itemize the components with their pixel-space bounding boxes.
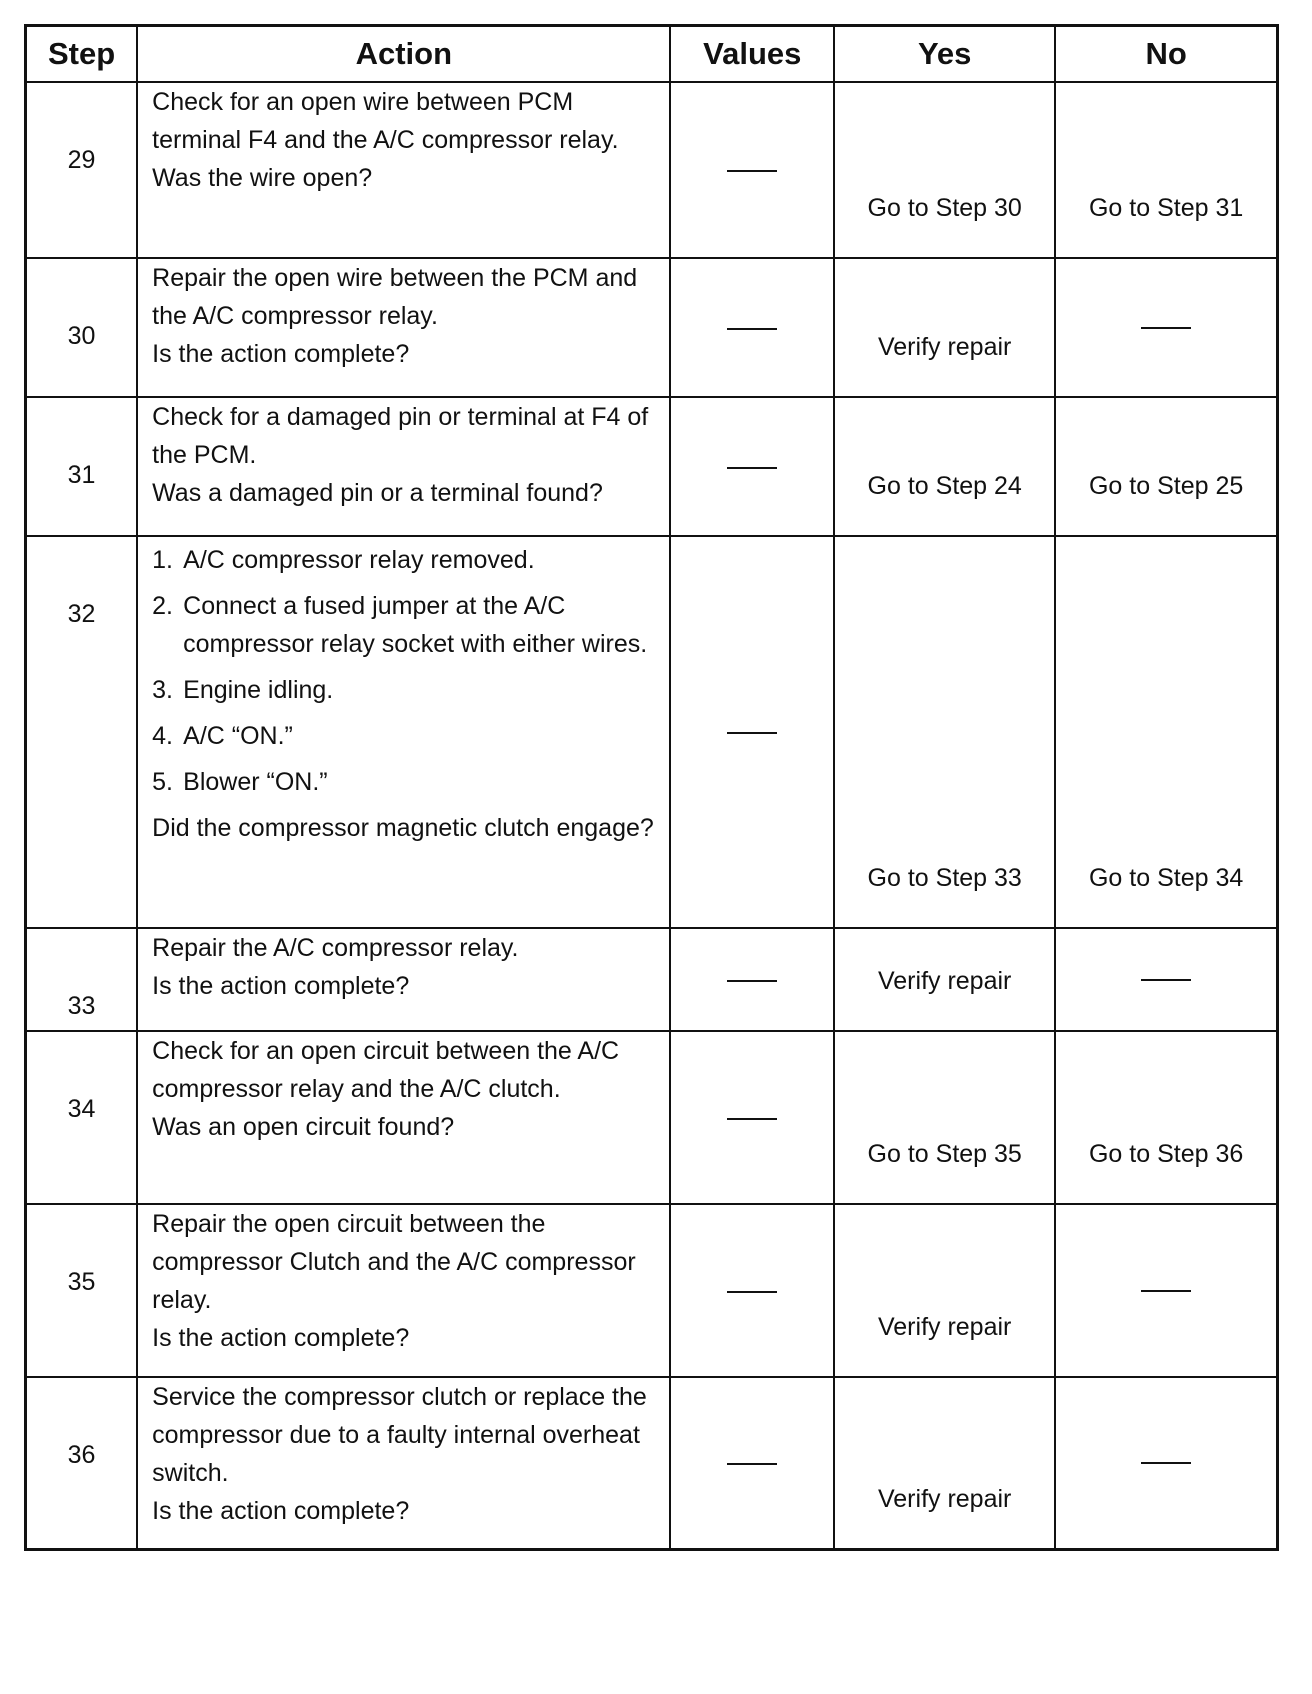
action-text: Repair the open circuit between the compressor Clutch and the A/C compressor relay.	[152, 1210, 636, 1314]
values-cell	[670, 536, 834, 928]
no-cell: Go to Step 25	[1055, 397, 1277, 536]
empty-no-dash	[1141, 327, 1191, 329]
instruction-text: Engine idling.	[183, 676, 334, 704]
action-text: Service the compressor clutch or replace the compressor due to a faulty internal overheat switch.	[152, 1383, 647, 1487]
values-cell	[670, 1377, 834, 1549]
instruction-number: 4.	[152, 722, 173, 750]
no-cell: Go to Step 31	[1055, 82, 1277, 258]
action-text: Check for a damaged pin or terminal at F4 of the PCM.	[152, 403, 649, 469]
no-cell	[1055, 1204, 1277, 1377]
action-cell	[137, 258, 670, 397]
values-cell	[670, 1031, 834, 1204]
instruction-item	[152, 671, 657, 709]
action-question: Did the compressor magnetic clutch engage?	[152, 814, 654, 842]
header-yes: Yes	[834, 26, 1055, 83]
action-text: Is the action complete?	[152, 1497, 410, 1525]
instruction-number: 3.	[152, 676, 173, 704]
yes-cell: Go to Step 35	[834, 1031, 1055, 1204]
no-cell: Go to Step 36	[1055, 1031, 1277, 1204]
action-cell	[137, 928, 670, 1031]
step-number: 36	[26, 1377, 138, 1549]
action-text: Was an open circuit found?	[152, 1113, 455, 1141]
yes-cell: Verify repair	[834, 1204, 1055, 1377]
yes-cell: Verify repair	[834, 258, 1055, 397]
no-cell	[1055, 1377, 1277, 1549]
action-cell	[137, 1031, 670, 1204]
no-cell	[1055, 928, 1277, 1031]
header-row	[26, 26, 1278, 83]
header-values: Values	[670, 26, 834, 83]
yes-cell: Go to Step 33	[834, 536, 1055, 928]
instruction-text: A/C “ON.”	[183, 722, 293, 750]
no-cell: Go to Step 34	[1055, 536, 1277, 928]
values-cell	[670, 258, 834, 397]
table-row	[26, 397, 1278, 536]
step-number: 34	[26, 1031, 138, 1204]
header-no: No	[1055, 26, 1277, 83]
instruction-number: 5.	[152, 768, 173, 796]
empty-value-dash	[727, 467, 777, 469]
action-text: Check for an open wire between PCM terminal F4 and the A/C compressor relay.	[152, 88, 619, 154]
instruction-item	[152, 763, 657, 801]
action-cell	[137, 1204, 670, 1377]
step-number: 30	[26, 258, 138, 397]
instruction-text: Connect a fused jumper at the A/C compressor relay socket with either wires.	[183, 592, 648, 658]
instruction-number: 2.	[152, 592, 173, 620]
instruction-text: Blower “ON.”	[183, 768, 328, 796]
action-text: Is the action complete?	[152, 972, 410, 1000]
empty-value-dash	[727, 732, 777, 734]
values-cell	[670, 928, 834, 1031]
table-row	[26, 536, 1278, 928]
step-number: 33	[26, 928, 138, 1031]
empty-value-dash	[727, 170, 777, 172]
action-text: Repair the A/C compressor relay.	[152, 934, 519, 962]
instruction-text: A/C compressor relay removed.	[183, 546, 535, 574]
empty-value-dash	[727, 1118, 777, 1120]
empty-no-dash	[1141, 1462, 1191, 1464]
table-row	[26, 82, 1278, 258]
empty-value-dash	[727, 1463, 777, 1465]
empty-value-dash	[727, 328, 777, 330]
values-cell	[670, 1204, 834, 1377]
header-action: Action	[137, 26, 670, 83]
values-cell	[670, 82, 834, 258]
yes-cell: Go to Step 30	[834, 82, 1055, 258]
yes-cell: Verify repair	[834, 928, 1055, 1031]
table-row	[26, 1204, 1278, 1377]
empty-value-dash	[727, 1291, 777, 1293]
empty-no-dash	[1141, 1290, 1191, 1292]
step-number: 32	[26, 536, 138, 928]
table-row	[26, 928, 1278, 1031]
instruction-item	[152, 541, 657, 579]
empty-no-dash	[1141, 979, 1191, 981]
instruction-item	[152, 587, 657, 663]
no-cell	[1055, 258, 1277, 397]
action-cell	[137, 82, 670, 258]
action-cell	[137, 536, 670, 928]
action-text: Check for an open circuit between the A/C compressor relay and the A/C clutch.	[152, 1037, 620, 1103]
step-number: 35	[26, 1204, 138, 1377]
values-cell	[670, 397, 834, 536]
action-text: Is the action complete?	[152, 340, 410, 368]
table-row	[26, 1377, 1278, 1549]
diagnostic-table	[24, 24, 1279, 1551]
table-row	[26, 258, 1278, 397]
instruction-number: 1.	[152, 546, 173, 574]
action-text: Is the action complete?	[152, 1324, 410, 1352]
step-number: 29	[26, 82, 138, 258]
action-cell	[137, 397, 670, 536]
action-text: Was the wire open?	[152, 164, 373, 192]
action-text: Repair the open wire between the PCM and the A/C compressor relay.	[152, 264, 638, 330]
table-row	[26, 1031, 1278, 1204]
action-cell	[137, 1377, 670, 1549]
action-text: Was a damaged pin or a terminal found?	[152, 479, 603, 507]
step-number: 31	[26, 397, 138, 536]
empty-value-dash	[727, 980, 777, 982]
table-body	[26, 82, 1278, 1549]
header-step: Step	[26, 26, 138, 83]
yes-cell: Verify repair	[834, 1377, 1055, 1549]
instruction-item	[152, 717, 657, 755]
yes-cell: Go to Step 24	[834, 397, 1055, 536]
